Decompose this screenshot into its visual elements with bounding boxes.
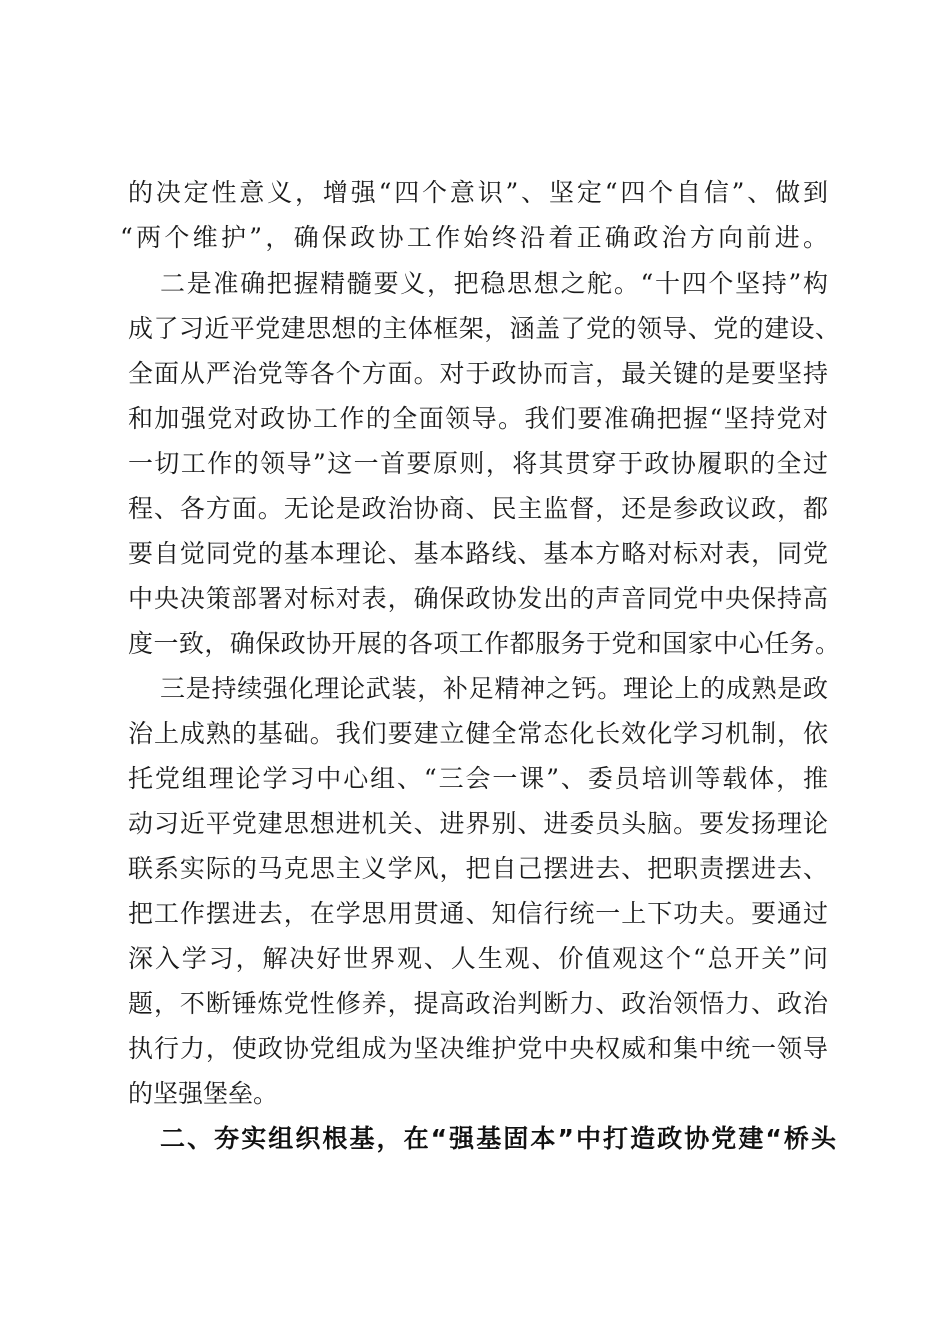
text-line: 动习近平党建思想进机关、进界别、进委员头脑。要发扬理论 <box>128 809 828 838</box>
paragraph-start-line: 三是持续强化理论武装，补足精神之钙。理论上的成熟是政 <box>160 674 828 703</box>
text-line: 的决定性意义，增强“四个意识”、坚定“四个自信”、做到 <box>128 178 828 207</box>
text-line: 托党组理论学习中心组、“三会一课”、委员培训等载体，推 <box>128 764 828 793</box>
text-line: “两个维护”，确保政协工作始终沿着正确政治方向前进。 <box>120 223 828 252</box>
paragraph-end-line: 的坚强堡垒。 <box>128 1079 279 1108</box>
text-line: 题，不断锤炼党性修养，提高政治判断力、政治领悟力、政治 <box>128 989 828 1018</box>
text-line: 全面从严治党等各个方面。对于政协而言，最关键的是要坚持 <box>128 359 828 388</box>
paragraph-start-line: 二是准确把握精髓要义，把稳思想之舵。“十四个坚持”构 <box>160 269 828 298</box>
text-line: 成了习近平党建思想的主体框架，涵盖了党的领导、党的建设、 <box>128 314 840 343</box>
section-heading: 二、夯实组织根基，在“强基固本”中打造政协党建“桥头 <box>160 1124 836 1153</box>
text-line: 中央决策部署对标对表，确保政协发出的声音同党中央保持高 <box>128 584 828 613</box>
text-line: 联系实际的马克思主义学风，把自己摆进去、把职责摆进去、 <box>128 854 828 883</box>
text-line: 把工作摆进去，在学思用贯通、知信行统一上下功夫。要通过 <box>128 899 828 928</box>
text-line: 治上成熟的基础。我们要建立健全常态化长效化学习机制，依 <box>128 719 828 748</box>
text-line: 执行力，使政协党组成为坚决维护党中央权威和集中统一领导 <box>128 1034 828 1063</box>
text-line: 深入学习，解决好世界观、人生观、价值观这个“总开关”问 <box>128 944 828 973</box>
text-line: 要自觉同党的基本理论、基本路线、基本方略对标对表，同党 <box>128 539 828 568</box>
text-line: 一切工作的领导”这一首要原则，将其贯穿于政协履职的全过 <box>128 449 828 478</box>
text-line: 程、各方面。无论是政治协商、民主监督，还是参政议政，都 <box>128 494 828 523</box>
text-line: 和加强党对政协工作的全面领导。我们要准确把握“坚持党对 <box>128 404 828 433</box>
text-line: 度一致，确保政协开展的各项工作都服务于党和国家中心任务。 <box>128 629 840 658</box>
